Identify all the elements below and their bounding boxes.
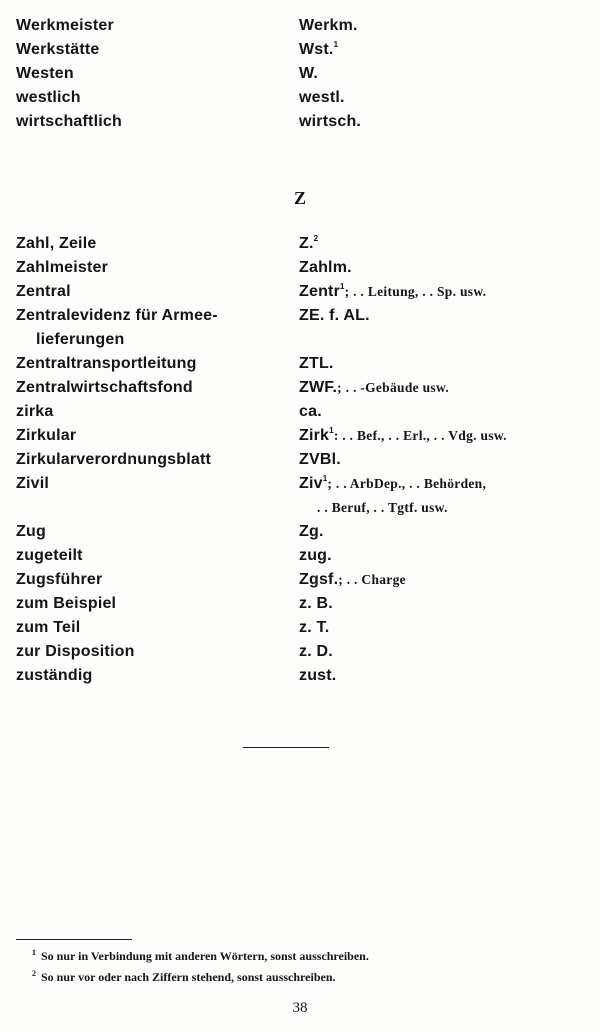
entry-abbreviation — [299, 544, 596, 568]
entry-term-text: zum Beispiel — [16, 595, 117, 612]
entry-abbreviation-text: Zirk — [299, 427, 330, 444]
entry-row — [16, 616, 596, 640]
entry-row — [16, 544, 596, 568]
entry-term-text: Zentralwirtschaftsfond — [16, 379, 193, 396]
entry-term — [16, 544, 286, 568]
entry-abbreviation — [299, 568, 596, 592]
footnotes — [32, 944, 592, 986]
entry-abbreviation-text: z. T. — [299, 619, 330, 636]
footnote-reference: 1 — [322, 474, 328, 483]
entry-abbreviation — [299, 352, 596, 376]
entry-term — [16, 472, 286, 496]
entry-row — [16, 110, 596, 134]
entry-abbreviation — [299, 400, 596, 424]
entry-row — [16, 376, 596, 400]
entry-term-text: Zirkular — [16, 427, 77, 444]
footnote-text: So nur vor oder nach Ziffern stehend, sonst ausschreiben. — [41, 970, 336, 984]
entry-abbreviation-text: z. B. — [299, 595, 333, 612]
entry-term — [16, 304, 286, 352]
entry-term — [16, 280, 286, 304]
entry-term-text: Zentralevidenz für Armee- — [16, 307, 218, 324]
entry-term-text: Zugsführer — [16, 571, 103, 588]
entry-abbreviation-text: westl. — [299, 89, 345, 106]
entry-row — [16, 664, 596, 688]
entry-abbreviation-text: z. D. — [299, 643, 333, 660]
section-w-entries — [16, 14, 596, 134]
entry-abbreviation — [299, 280, 596, 304]
footnote-reference: 2 — [313, 234, 319, 243]
entry-row — [16, 62, 596, 86]
entry-abbreviation — [299, 640, 596, 664]
entry-term — [16, 14, 286, 38]
entry-abbreviation-text: zust. — [299, 667, 337, 684]
entry-term-text: zur Disposition — [16, 643, 135, 660]
entry-usage-note: : . . Bef., . . Erl., . . Vdg. usw. — [333, 428, 507, 443]
entry-term — [16, 520, 286, 544]
entry-usage-note: ; . . Charge — [338, 572, 406, 587]
entry-row — [16, 352, 596, 376]
entry-abbreviation-text: zug. — [299, 547, 332, 564]
entry-term-text: zirka — [16, 403, 54, 420]
entry-term-text: zum Teil — [16, 619, 81, 636]
entry-usage-note: ; . . Leitung, . . Sp. usw. — [344, 284, 487, 299]
entry-abbreviation-text: ZVBl. — [299, 451, 341, 468]
entry-term — [16, 640, 286, 664]
entry-row — [16, 424, 596, 448]
entry-term — [16, 616, 286, 640]
entry-term — [16, 592, 286, 616]
footnote-marker: 1 — [32, 948, 36, 957]
entry-row — [16, 14, 596, 38]
entry-term-text: zugeteilt — [16, 547, 83, 564]
entry-term-continuation: lieferungen — [36, 331, 125, 348]
footnote-text: So nur in Verbindung mit anderen Wörtern, sonst ausschreiben. — [41, 949, 369, 963]
entry-abbreviation — [299, 38, 596, 62]
entry-term-text: Westen — [16, 65, 74, 82]
entry-row — [16, 520, 596, 544]
entry-term-text: Zentraltransportleitung — [16, 355, 197, 372]
section-z-entries — [16, 232, 596, 688]
entry-abbreviation — [299, 86, 596, 110]
entry-term — [16, 424, 286, 448]
entry-abbreviation-text: Ziv — [299, 475, 323, 492]
end-rule — [243, 747, 329, 748]
entry-abbreviation-text: Werkm. — [299, 17, 358, 34]
entry-row — [16, 448, 596, 472]
entry-usage-note-continuation: . . Beruf, . . Tgtf. usw. — [317, 500, 448, 515]
entry-abbreviation-text: Zentr — [299, 283, 340, 300]
entry-abbreviation — [299, 232, 596, 256]
entry-abbreviation — [299, 448, 596, 472]
footnote-2 — [32, 965, 592, 986]
entry-row — [16, 86, 596, 110]
entry-usage-note: ; . . -Gebäude usw. — [337, 380, 449, 395]
entry-term — [16, 86, 286, 110]
entry-term — [16, 38, 286, 62]
entry-abbreviation — [299, 472, 596, 520]
footnote-marker: 2 — [32, 969, 36, 978]
footnote-rule — [16, 939, 132, 940]
entry-term-text: Zahl, Zeile — [16, 235, 97, 252]
entry-abbreviation-text: Zgsf. — [299, 571, 339, 588]
entry-abbreviation — [299, 520, 596, 544]
entry-row — [16, 592, 596, 616]
entry-term — [16, 232, 286, 256]
entry-abbreviation-text: wirtsch. — [299, 113, 362, 130]
entry-abbreviation — [299, 110, 596, 134]
entry-term — [16, 110, 286, 134]
entry-abbreviation — [299, 616, 596, 640]
entry-row — [16, 400, 596, 424]
entry-row — [16, 232, 596, 256]
entry-abbreviation-text: Zg. — [299, 523, 324, 540]
entry-term-text: Zentral — [16, 283, 71, 300]
entry-abbreviation-text: ZE. f. AL. — [299, 307, 370, 324]
entry-term-text: Zirkularverordnungsblatt — [16, 451, 212, 468]
entry-abbreviation — [299, 62, 596, 86]
entry-abbreviation — [299, 424, 596, 448]
entries-list — [16, 14, 596, 688]
entry-abbreviation — [299, 664, 596, 688]
footnote-1 — [32, 944, 592, 965]
section-spacer — [16, 134, 596, 232]
entry-term-text: Werkmeister — [16, 17, 114, 34]
section-heading: Z — [293, 188, 306, 208]
entry-row — [16, 640, 596, 664]
entry-abbreviation-text: Zahlm. — [299, 259, 352, 276]
entry-abbreviation-text: Wst. — [299, 41, 334, 58]
entry-row — [16, 256, 596, 280]
entry-term — [16, 664, 286, 688]
entry-term — [16, 256, 286, 280]
entry-term — [16, 62, 286, 86]
entry-abbreviation-text: W. — [299, 65, 319, 82]
entry-row — [16, 304, 596, 352]
entry-term — [16, 568, 286, 592]
page-number: 38 — [292, 1000, 308, 1016]
entry-abbreviation — [299, 376, 596, 400]
entry-abbreviation-text: ZTL. — [299, 355, 334, 372]
entry-abbreviation — [299, 14, 596, 38]
entry-term — [16, 448, 286, 472]
entry-abbreviation-text: ca. — [299, 403, 322, 420]
entry-term — [16, 376, 286, 400]
entry-row — [16, 472, 596, 520]
entry-row — [16, 280, 596, 304]
entry-term-text: Werkstätte — [16, 41, 100, 58]
entry-term-text: westlich — [16, 89, 81, 106]
entry-abbreviation — [299, 304, 596, 328]
footnote-reference: 1 — [329, 426, 334, 435]
entry-term-text: Zahlmeister — [16, 259, 109, 276]
entry-term-text: Zivil — [16, 475, 50, 492]
entry-abbreviation — [299, 592, 596, 616]
entry-usage-note: ; . . ArbDep., . . Behörden, — [327, 476, 487, 491]
entry-abbreviation-text: ZWF. — [299, 379, 338, 396]
footnote-reference: 1 — [333, 40, 339, 49]
entry-term-text: zuständig — [16, 667, 93, 684]
entry-term — [16, 400, 286, 424]
entry-abbreviation-text: Z. — [299, 235, 314, 252]
entry-term-text: Zug — [16, 523, 46, 540]
entry-row — [16, 38, 596, 62]
entry-abbreviation — [299, 256, 596, 280]
entry-row — [16, 568, 596, 592]
entry-term — [16, 352, 286, 376]
footnote-reference: 1 — [340, 282, 345, 291]
entry-term-text: wirtschaftlich — [16, 113, 122, 130]
